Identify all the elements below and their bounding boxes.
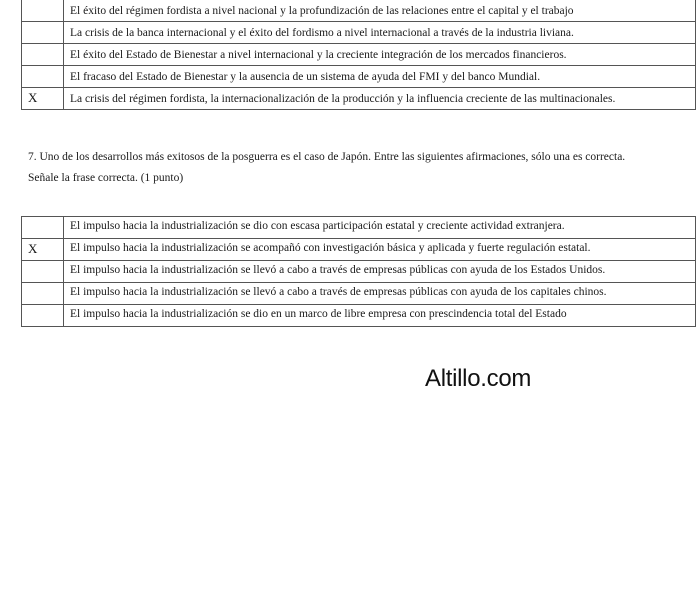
option-text: El fracaso del Estado de Bienestar y la ausencia de un sistema de ayuda del FMI y del banco Mundial.	[64, 66, 696, 88]
question7-options-table	[21, 216, 696, 327]
option-text: El impulso hacia la industrialización se dio en un marco de libre empresa con prescindencia total del Estado	[64, 305, 696, 327]
answer-mark-cell	[22, 261, 64, 283]
table-row	[22, 217, 696, 239]
answer-mark-cell	[22, 283, 64, 305]
table-row	[22, 66, 696, 88]
option-text: El éxito del Estado de Bienestar a nivel internacional y la creciente integración de los mercados financieros.	[64, 44, 696, 66]
answer-mark-cell	[22, 0, 64, 22]
option-text: El éxito del régimen fordista a nivel nacional y la profundización de las relaciones entre el capital y el trabajo	[64, 0, 696, 22]
table-row	[22, 44, 696, 66]
question6-options-table	[21, 0, 696, 110]
option-text: La crisis de la banca internacional y el éxito del fordismo a nivel internacional a través de la industria liviana.	[64, 22, 696, 44]
answer-mark-cell	[22, 66, 64, 88]
table-row	[22, 283, 696, 305]
answer-mark-cell	[22, 305, 64, 327]
table-row	[22, 305, 696, 327]
answer-mark-cell: X	[22, 239, 64, 261]
table-row	[22, 261, 696, 283]
question7-prompt-line2: Señale la frase correcta. (1 punto)	[28, 172, 184, 184]
watermark: Altillo.com	[425, 365, 532, 392]
answer-mark-cell: X	[22, 88, 64, 110]
option-text: La crisis del régimen fordista, la internacionalización de la producción y la influencia creciente de las multinacionales.	[64, 88, 696, 110]
answer-mark-cell	[22, 217, 64, 239]
table-row	[22, 239, 696, 261]
table-row	[22, 0, 696, 22]
option-text: El impulso hacia la industrialización se llevó a cabo a través de empresas públicas con ayuda de los Estados Unidos.	[64, 261, 696, 283]
question7-prompt	[28, 147, 688, 189]
option-text: El impulso hacia la industrialización se dio con escasa participación estatal y creciente actividad extranjera.	[64, 217, 696, 239]
table-row	[22, 88, 696, 110]
answer-mark-cell	[22, 44, 64, 66]
table-row	[22, 22, 696, 44]
question7-prompt-line1: 7. Uno de los desarrollos más exitosos de la posguerra es el caso de Japón. Entre las siguientes afirmaciones, sólo una es correcta.	[28, 151, 626, 163]
answer-mark-cell	[22, 22, 64, 44]
option-text: El impulso hacia la industrialización se acompañó con investigación básica y aplicada y fuerte regulación estatal.	[64, 239, 696, 261]
option-text: El impulso hacia la industrialización se llevó a cabo a través de empresas públicas con ayuda de los capitales chinos.	[64, 283, 696, 305]
